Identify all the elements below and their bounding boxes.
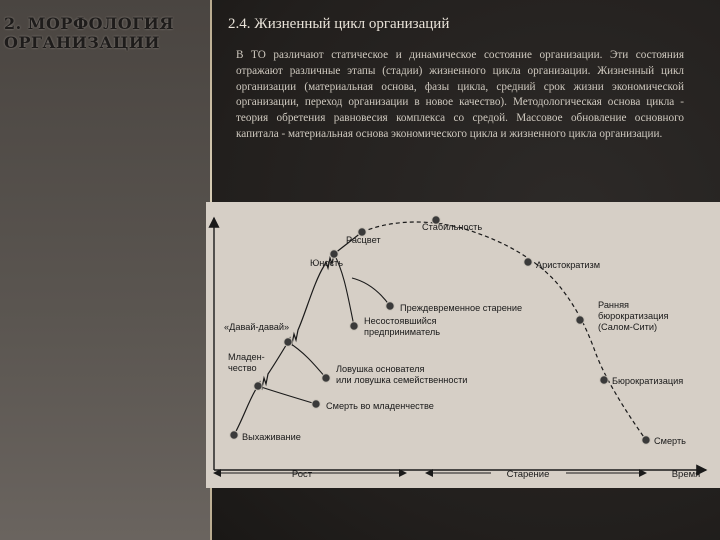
label-line: Ранняя [598, 300, 630, 310]
node-vykhazhivanie [230, 431, 238, 439]
sidebar [0, 0, 210, 540]
label-smert: Смерть [654, 436, 686, 446]
label-trap-entrepreneur [364, 316, 440, 337]
node-aristokratizm [524, 258, 532, 266]
node-trap-founder [322, 374, 330, 382]
life-cycle-diagram [206, 202, 720, 488]
label-rannyaya [598, 300, 668, 332]
trap-curve-infancy [258, 386, 316, 404]
section-heading: 2.4. Жизненный цикл организаций [228, 16, 450, 32]
label-line: Младен- [228, 352, 265, 362]
label-line: Ловушка основателя [336, 364, 425, 374]
label-stabilnost: Стабильность [422, 222, 483, 232]
label-rascvet: Расцвет [346, 235, 381, 245]
label-trap-infancy: Смерть во младенчестве [326, 401, 434, 411]
label-line: или ловушка семейственности [336, 375, 468, 385]
label-line: чество [228, 363, 257, 373]
node-yunost [330, 250, 338, 258]
label-mladenchestvo [228, 352, 265, 373]
axis-label-time: Время [671, 469, 701, 480]
label-trap-aging: Преждевременное старение [400, 303, 523, 313]
life-cycle-svg [206, 202, 720, 488]
label-davai: «Давай-давай» [224, 322, 290, 332]
node-davai [284, 338, 292, 346]
node-smert [642, 436, 650, 444]
node-byurokratizaciya [600, 376, 608, 384]
label-line: предприниматель [364, 327, 441, 337]
label-yunost: Юность [310, 258, 344, 268]
label-line: бюрократизация [598, 311, 669, 321]
label-byurokratizaciya: Бюрократизация [612, 376, 684, 386]
label-line: Несостоявшийся [364, 316, 437, 326]
trap-curve-aging [352, 278, 390, 306]
label-trap-founder [336, 364, 467, 385]
label-vykhazhivanie: Выхаживание [242, 432, 301, 442]
label-aristokratizm: Аристократизм [536, 260, 601, 270]
node-trap-infancy [312, 400, 320, 408]
axis-label-growth: Рост [291, 469, 313, 480]
node-trap-entrepreneur [350, 322, 358, 330]
body-paragraph: В ТО различают статическое и динамическое состояние организации. Эти состояния отражают различные этапы (стадии) жизненного цикла организации. Жизненный цикл организации (материальная основа, фазы цикла, средний срок жизни экономической организации, переход организации в новое качество). Методологическая основа цикла - теория обретения равновесия комплекса со средой. Массовое обновление основного капитала - материальная основа экономического цикла и жизненного цикла организации. [236, 49, 684, 140]
sidebar-title: 2. МОРФОЛОГИЯ ОРГАНИЗАЦИИ [4, 14, 174, 52]
trap-curve-founder [288, 342, 326, 378]
node-rannyaya [576, 316, 584, 324]
node-mladenchestvo [254, 382, 262, 390]
label-line: (Салом-Сити) [598, 322, 658, 332]
axis-label-aging: Старение [506, 469, 550, 480]
node-trap-aging [386, 302, 394, 310]
